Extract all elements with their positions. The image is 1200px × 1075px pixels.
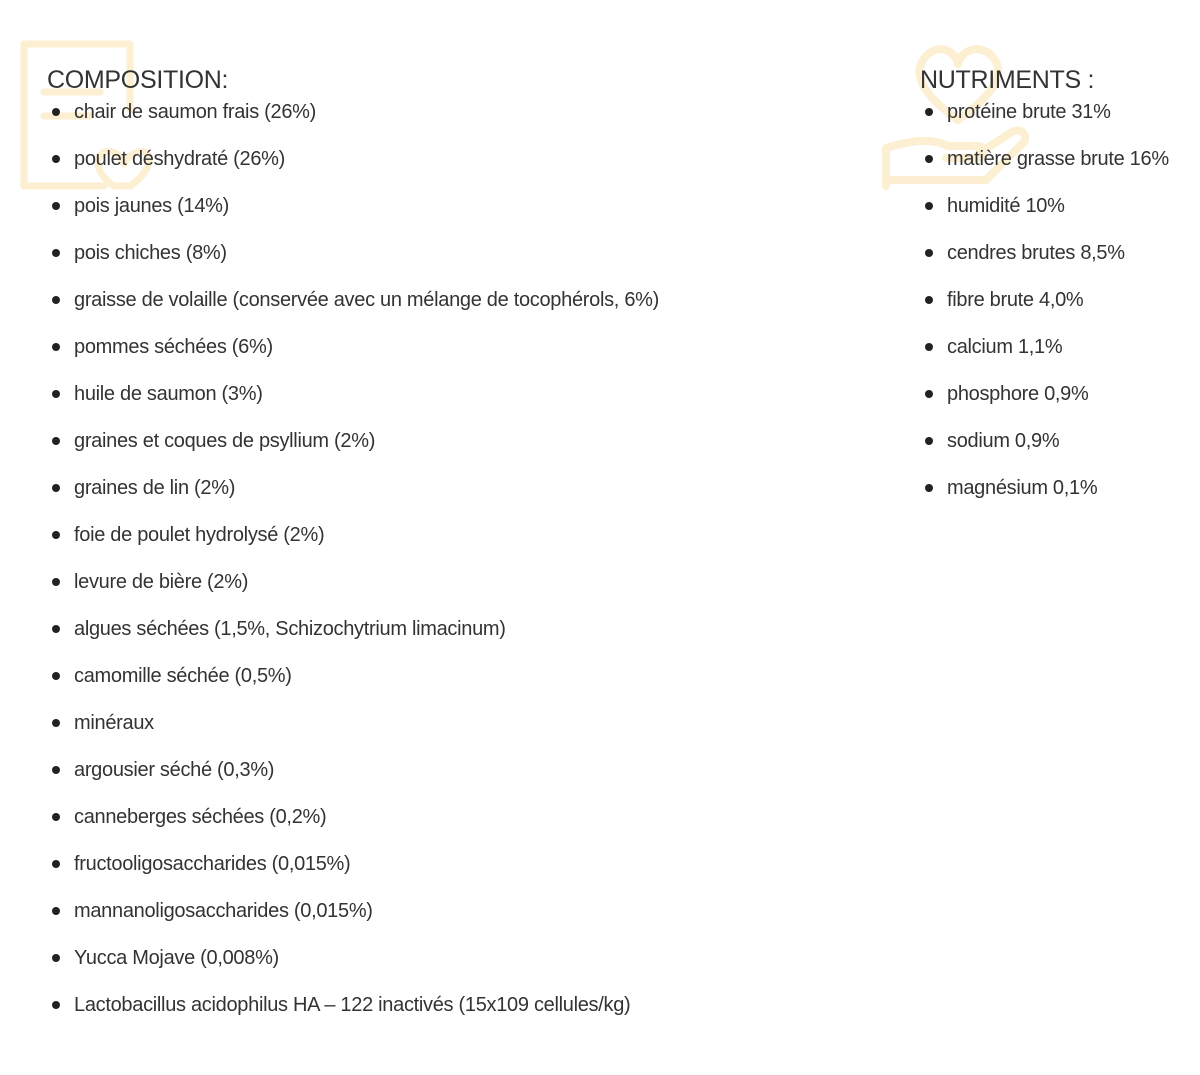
list-item bbox=[20, 664, 840, 711]
list-item-text: levure de bière (2%) bbox=[74, 571, 249, 593]
bullet-icon bbox=[52, 484, 60, 492]
bullet-icon bbox=[52, 672, 60, 680]
list-item bbox=[882, 429, 1198, 476]
list-item bbox=[20, 288, 840, 335]
list-item-text: protéine brute 31% bbox=[947, 101, 1111, 123]
list-item-text: phosphore 0,9% bbox=[947, 383, 1089, 405]
list-item-text: Yucca Mojave (0,008%) bbox=[74, 947, 279, 969]
list-item bbox=[20, 617, 840, 664]
list-item-text: fructooligosaccharides (0,015%) bbox=[74, 853, 351, 875]
bullet-icon bbox=[52, 155, 60, 163]
list-item bbox=[20, 805, 840, 852]
bullet-icon bbox=[925, 296, 933, 304]
list-item-text: graisse de volaille (conservée avec un mélange de tocophérols, 6%) bbox=[74, 289, 659, 311]
nutriments-list bbox=[882, 100, 1198, 523]
nutriments-title: NUTRIMENTS : bbox=[920, 66, 1095, 94]
bullet-icon bbox=[52, 578, 60, 586]
bullet-icon bbox=[52, 296, 60, 304]
bullet-icon bbox=[52, 1001, 60, 1009]
bullet-icon bbox=[925, 484, 933, 492]
list-item-text: algues séchées (1,5%, Schizochytrium limacinum) bbox=[74, 618, 506, 640]
composition-section bbox=[20, 40, 840, 1040]
list-item bbox=[20, 570, 840, 617]
list-item-text: pommes séchées (6%) bbox=[74, 336, 273, 358]
list-item-text: matière grasse brute 16% bbox=[947, 148, 1169, 170]
list-item bbox=[20, 335, 840, 382]
bullet-icon bbox=[52, 860, 60, 868]
list-item-text: sodium 0,9% bbox=[947, 430, 1060, 452]
bullet-icon bbox=[52, 907, 60, 915]
list-item bbox=[20, 476, 840, 523]
list-item bbox=[20, 147, 840, 194]
list-item bbox=[882, 100, 1198, 147]
list-item bbox=[20, 194, 840, 241]
list-item bbox=[20, 758, 840, 805]
bullet-icon bbox=[52, 719, 60, 727]
list-item-text: huile de saumon (3%) bbox=[74, 383, 263, 405]
list-item-text: pois jaunes (14%) bbox=[74, 195, 229, 217]
list-item-text: camomille séchée (0,5%) bbox=[74, 665, 292, 687]
bullet-icon bbox=[52, 766, 60, 774]
bullet-icon bbox=[925, 437, 933, 445]
list-item bbox=[882, 476, 1198, 523]
list-item bbox=[20, 241, 840, 288]
list-item-text: calcium 1,1% bbox=[947, 336, 1063, 358]
bullet-icon bbox=[52, 390, 60, 398]
list-item-text: Lactobacillus acidophilus HA – 122 inactivés (15x109 cellules/kg) bbox=[74, 994, 631, 1016]
bullet-icon bbox=[925, 155, 933, 163]
bullet-icon bbox=[52, 531, 60, 539]
list-item-text: graines et coques de psyllium (2%) bbox=[74, 430, 376, 452]
list-item bbox=[20, 993, 840, 1040]
list-item bbox=[20, 852, 840, 899]
list-item-text: pois chiches (8%) bbox=[74, 242, 227, 264]
list-item-text: graines de lin (2%) bbox=[74, 477, 236, 499]
list-item bbox=[20, 899, 840, 946]
bullet-icon bbox=[925, 390, 933, 398]
list-item bbox=[882, 194, 1198, 241]
list-item-text: humidité 10% bbox=[947, 195, 1065, 217]
bullet-icon bbox=[52, 954, 60, 962]
bullet-icon bbox=[925, 343, 933, 351]
list-item bbox=[882, 241, 1198, 288]
list-item-text: mannanoligosaccharides (0,015%) bbox=[74, 900, 373, 922]
list-item bbox=[20, 523, 840, 570]
list-item bbox=[20, 382, 840, 429]
bullet-icon bbox=[52, 813, 60, 821]
bullet-icon bbox=[52, 108, 60, 116]
bullet-icon bbox=[925, 202, 933, 210]
bullet-icon bbox=[52, 249, 60, 257]
list-item-text: fibre brute 4,0% bbox=[947, 289, 1084, 311]
list-item-text: minéraux bbox=[74, 712, 154, 734]
bullet-icon bbox=[52, 202, 60, 210]
list-item bbox=[20, 711, 840, 758]
list-item bbox=[882, 335, 1198, 382]
list-item-text: foie de poulet hydrolysé (2%) bbox=[74, 524, 325, 546]
list-item bbox=[20, 100, 840, 147]
list-item bbox=[882, 382, 1198, 429]
list-item-text: chair de saumon frais (26%) bbox=[74, 101, 317, 123]
list-item bbox=[20, 946, 840, 993]
list-item-text: argousier séché (0,3%) bbox=[74, 759, 275, 781]
composition-list bbox=[20, 100, 840, 1040]
bullet-icon bbox=[52, 437, 60, 445]
list-item bbox=[882, 147, 1198, 194]
list-item-text: cendres brutes 8,5% bbox=[947, 242, 1125, 264]
bullet-icon bbox=[925, 108, 933, 116]
bullet-icon bbox=[52, 343, 60, 351]
bullet-icon bbox=[925, 249, 933, 257]
list-item bbox=[20, 429, 840, 476]
nutriments-section bbox=[882, 40, 1198, 523]
list-item-text: magnésium 0,1% bbox=[947, 477, 1098, 499]
list-item-text: canneberges séchées (0,2%) bbox=[74, 806, 327, 828]
composition-title: COMPOSITION: bbox=[47, 66, 229, 94]
list-item-text: poulet déshydraté (26%) bbox=[74, 148, 286, 170]
bullet-icon bbox=[52, 625, 60, 633]
list-item bbox=[882, 288, 1198, 335]
